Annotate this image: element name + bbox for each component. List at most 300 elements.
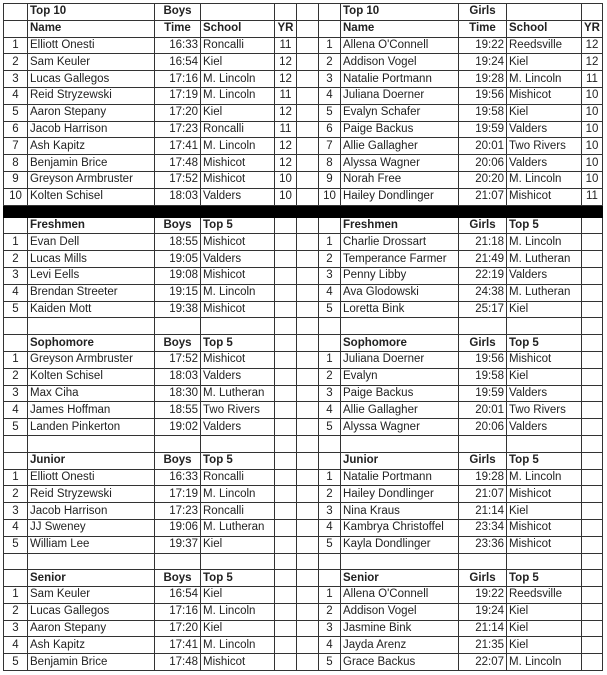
empty-cell bbox=[582, 234, 603, 251]
spacer-cell bbox=[297, 486, 319, 503]
runner-name: Allena O'Connell bbox=[341, 37, 459, 54]
empty-cell bbox=[582, 4, 603, 21]
school: M. Lincoln bbox=[201, 637, 275, 654]
race-time: 21:14 bbox=[459, 620, 507, 637]
race-time: 19:59 bbox=[459, 385, 507, 402]
school: Kiel bbox=[201, 587, 275, 604]
empty-cell bbox=[201, 553, 275, 570]
runner-name: Kolten Schisel bbox=[28, 368, 155, 385]
empty-cell bbox=[275, 469, 297, 486]
runner-name: Lucas Mills bbox=[28, 251, 155, 268]
runner-name: Sam Keuler bbox=[28, 54, 155, 71]
spacer-cell bbox=[297, 121, 319, 138]
school: Mishicot bbox=[201, 234, 275, 251]
runner-name: Greyson Armbruster bbox=[28, 351, 155, 368]
table-row bbox=[4, 234, 603, 251]
table-row bbox=[4, 37, 603, 54]
race-time: 25:17 bbox=[459, 301, 507, 318]
school: Kiel bbox=[507, 104, 582, 121]
race-time: 17:23 bbox=[155, 503, 201, 520]
race-time: 17:20 bbox=[155, 620, 201, 637]
empty-cell bbox=[341, 553, 459, 570]
empty-cell bbox=[275, 452, 297, 469]
spacer-cell bbox=[297, 503, 319, 520]
runner-name: Kayla Dondlinger bbox=[341, 536, 459, 553]
school: M. Lincoln bbox=[201, 284, 275, 301]
runner-name: Alyssa Wagner bbox=[341, 155, 459, 172]
runner-name: Paige Backus bbox=[341, 385, 459, 402]
school: Valders bbox=[507, 385, 582, 402]
empty-cell bbox=[4, 20, 28, 37]
school: M. Lincoln bbox=[201, 603, 275, 620]
year: 10 bbox=[275, 171, 297, 188]
year: 11 bbox=[582, 188, 603, 205]
rank: 5 bbox=[4, 104, 28, 121]
rank: 1 bbox=[319, 469, 341, 486]
runner-name: Ash Kapitz bbox=[28, 138, 155, 155]
rank: 5 bbox=[4, 301, 28, 318]
race-time: 20:06 bbox=[459, 419, 507, 436]
empty-cell bbox=[319, 570, 341, 587]
empty-cell bbox=[582, 385, 603, 402]
spacer-cell bbox=[297, 104, 319, 121]
rank: 3 bbox=[4, 385, 28, 402]
school: Valders bbox=[507, 121, 582, 138]
empty-cell bbox=[319, 553, 341, 570]
table-row bbox=[4, 155, 603, 172]
rank: 5 bbox=[319, 536, 341, 553]
empty-cell bbox=[28, 318, 155, 335]
top10-header-row bbox=[4, 20, 603, 37]
top5-label: Top 5 bbox=[507, 570, 582, 587]
gender-label: Boys bbox=[155, 570, 201, 587]
empty-cell bbox=[582, 351, 603, 368]
school: M. Lincoln bbox=[507, 234, 582, 251]
year: 12 bbox=[275, 54, 297, 71]
empty-cell bbox=[275, 519, 297, 536]
runner-name: Jasmine Bink bbox=[341, 620, 459, 637]
empty-cell bbox=[297, 318, 319, 335]
class-title: Junior bbox=[341, 452, 459, 469]
school: M. Lincoln bbox=[201, 486, 275, 503]
spacer-cell bbox=[297, 4, 319, 21]
empty-cell bbox=[275, 301, 297, 318]
top5-label: Top 5 bbox=[507, 335, 582, 352]
spacer-cell bbox=[297, 284, 319, 301]
top10-title-row bbox=[4, 4, 603, 21]
school: Valders bbox=[507, 267, 582, 284]
empty-cell bbox=[582, 251, 603, 268]
runner-name: James Hoffman bbox=[28, 402, 155, 419]
school: Mishicot bbox=[201, 155, 275, 172]
race-time: 18:03 bbox=[155, 188, 201, 205]
spacer-cell bbox=[297, 267, 319, 284]
spacer-cell bbox=[297, 335, 319, 352]
class-title-row bbox=[4, 452, 603, 469]
spacer-cell bbox=[297, 20, 319, 37]
blank-row bbox=[4, 553, 603, 570]
year: 10 bbox=[275, 188, 297, 205]
spacer-cell bbox=[297, 469, 319, 486]
school: Mishicot bbox=[507, 536, 582, 553]
school: Mishicot bbox=[201, 351, 275, 368]
race-time: 23:36 bbox=[459, 536, 507, 553]
rank: 5 bbox=[319, 419, 341, 436]
results-body bbox=[4, 4, 603, 671]
empty-cell bbox=[275, 318, 297, 335]
school: M. Lincoln bbox=[201, 138, 275, 155]
empty-cell bbox=[507, 435, 582, 452]
empty-cell bbox=[275, 637, 297, 654]
runner-name: Sam Keuler bbox=[28, 587, 155, 604]
school: Mishicot bbox=[201, 301, 275, 318]
runner-name: Paige Backus bbox=[341, 121, 459, 138]
runner-name: Reid Stryzewski bbox=[28, 486, 155, 503]
rank: 1 bbox=[319, 587, 341, 604]
rank: 5 bbox=[4, 419, 28, 436]
class-title: Senior bbox=[28, 570, 155, 587]
race-time: 24:38 bbox=[459, 284, 507, 301]
table-row bbox=[4, 503, 603, 520]
runner-name: Benjamin Brice bbox=[28, 654, 155, 671]
race-time: 20:01 bbox=[459, 138, 507, 155]
race-time: 16:33 bbox=[155, 469, 201, 486]
empty-cell bbox=[319, 217, 341, 234]
rank: 4 bbox=[4, 519, 28, 536]
gender-label: Girls bbox=[459, 570, 507, 587]
race-time: 18:03 bbox=[155, 368, 201, 385]
spacer-cell bbox=[297, 251, 319, 268]
school: Reedsville bbox=[507, 587, 582, 604]
runner-name: JJ Sweney bbox=[28, 519, 155, 536]
runner-name: Kolten Schisel bbox=[28, 188, 155, 205]
empty-cell bbox=[582, 519, 603, 536]
rank: 3 bbox=[319, 385, 341, 402]
rank: 4 bbox=[4, 637, 28, 654]
top5-label: Top 5 bbox=[507, 217, 582, 234]
school: Valders bbox=[507, 155, 582, 172]
runner-name: Max Ciha bbox=[28, 385, 155, 402]
school: M. Lutheran bbox=[507, 251, 582, 268]
runner-name: Landen Pinkerton bbox=[28, 419, 155, 436]
runner-name: Hailey Dondlinger bbox=[341, 486, 459, 503]
school: Two Rivers bbox=[507, 402, 582, 419]
empty-cell bbox=[582, 587, 603, 604]
race-time: 17:48 bbox=[155, 155, 201, 172]
school: Kiel bbox=[201, 620, 275, 637]
rank: 5 bbox=[319, 301, 341, 318]
rank: 4 bbox=[319, 87, 341, 104]
year: 11 bbox=[275, 37, 297, 54]
table-row bbox=[4, 368, 603, 385]
race-time: 19:06 bbox=[155, 519, 201, 536]
race-time: 17:16 bbox=[155, 603, 201, 620]
gender-label: Boys bbox=[155, 335, 201, 352]
school: Mishicot bbox=[507, 486, 582, 503]
race-time: 19:37 bbox=[155, 536, 201, 553]
rank: 10 bbox=[4, 188, 28, 205]
table-row bbox=[4, 654, 603, 671]
table-row bbox=[4, 385, 603, 402]
school: Mishicot bbox=[507, 188, 582, 205]
race-time: 21:49 bbox=[459, 251, 507, 268]
runner-name: Addison Vogel bbox=[341, 603, 459, 620]
school: Valders bbox=[201, 251, 275, 268]
class-title: Freshmen bbox=[341, 217, 459, 234]
gender-label: Boys bbox=[155, 217, 201, 234]
top5-label: Top 5 bbox=[507, 452, 582, 469]
empty-cell bbox=[155, 435, 201, 452]
table-row bbox=[4, 121, 603, 138]
race-time: 18:55 bbox=[155, 402, 201, 419]
top5-label: Top 5 bbox=[201, 335, 275, 352]
spacer-cell bbox=[297, 234, 319, 251]
spacer-cell bbox=[297, 603, 319, 620]
table-row bbox=[4, 284, 603, 301]
empty-cell bbox=[459, 318, 507, 335]
spacer-cell bbox=[297, 155, 319, 172]
empty-cell bbox=[275, 435, 297, 452]
school: Kiel bbox=[201, 104, 275, 121]
race-time: 19:59 bbox=[459, 121, 507, 138]
school: Mishicot bbox=[507, 351, 582, 368]
rank: 2 bbox=[319, 603, 341, 620]
school: Valders bbox=[201, 188, 275, 205]
school: Two Rivers bbox=[201, 402, 275, 419]
spacer-cell bbox=[297, 536, 319, 553]
empty-cell bbox=[201, 4, 275, 21]
spacer-cell bbox=[297, 637, 319, 654]
rank: 4 bbox=[4, 284, 28, 301]
runner-name: Evalyn Schafer bbox=[341, 104, 459, 121]
race-time: 19:08 bbox=[155, 267, 201, 284]
table-row bbox=[4, 188, 603, 205]
empty-cell bbox=[582, 452, 603, 469]
empty-cell bbox=[275, 503, 297, 520]
race-time: 17:52 bbox=[155, 171, 201, 188]
rank: 5 bbox=[4, 654, 28, 671]
rank: 2 bbox=[319, 251, 341, 268]
runner-name: Temperance Farmer bbox=[341, 251, 459, 268]
rank: 3 bbox=[4, 503, 28, 520]
spacer-cell bbox=[297, 452, 319, 469]
spacer-cell bbox=[297, 654, 319, 671]
rank: 8 bbox=[4, 155, 28, 172]
empty-cell bbox=[275, 402, 297, 419]
empty-cell bbox=[582, 284, 603, 301]
empty-cell bbox=[341, 435, 459, 452]
class-title: Senior bbox=[341, 570, 459, 587]
runner-name: Jacob Harrison bbox=[28, 121, 155, 138]
school: Kiel bbox=[201, 54, 275, 71]
runner-name: Addison Vogel bbox=[341, 54, 459, 71]
runner-name: Allie Gallagher bbox=[341, 138, 459, 155]
runner-name: Reid Stryzewski bbox=[28, 87, 155, 104]
empty-cell bbox=[4, 318, 28, 335]
rank: 2 bbox=[4, 251, 28, 268]
year: 10 bbox=[582, 155, 603, 172]
table-row bbox=[4, 171, 603, 188]
runner-name: Juliana Doerner bbox=[341, 87, 459, 104]
empty-cell bbox=[201, 318, 275, 335]
empty-cell bbox=[582, 486, 603, 503]
school: M. Lutheran bbox=[201, 519, 275, 536]
school: Mishicot bbox=[201, 171, 275, 188]
race-time: 19:38 bbox=[155, 301, 201, 318]
race-time: 19:15 bbox=[155, 284, 201, 301]
rank: 5 bbox=[319, 654, 341, 671]
runner-name: Charlie Drossart bbox=[341, 234, 459, 251]
gender-label: Boys bbox=[155, 4, 201, 21]
rank: 1 bbox=[4, 234, 28, 251]
rank: 9 bbox=[4, 171, 28, 188]
runner-name: Penny Libby bbox=[341, 267, 459, 284]
school: M. Lincoln bbox=[507, 171, 582, 188]
empty-cell bbox=[275, 284, 297, 301]
empty-cell bbox=[507, 553, 582, 570]
column-header-name: Name bbox=[341, 20, 459, 37]
gender-label: Girls bbox=[459, 452, 507, 469]
spacer-cell bbox=[297, 188, 319, 205]
runner-name: Ava Glodowski bbox=[341, 284, 459, 301]
runner-name: Lucas Gallegos bbox=[28, 603, 155, 620]
spacer-cell bbox=[297, 402, 319, 419]
empty-cell bbox=[297, 435, 319, 452]
spacer-cell bbox=[297, 37, 319, 54]
runner-name: Lucas Gallegos bbox=[28, 71, 155, 88]
year: 12 bbox=[582, 54, 603, 71]
table-row bbox=[4, 587, 603, 604]
empty-cell bbox=[28, 435, 155, 452]
rank: 1 bbox=[319, 351, 341, 368]
empty-cell bbox=[459, 553, 507, 570]
gender-label: Girls bbox=[459, 4, 507, 21]
school: M. Lincoln bbox=[507, 469, 582, 486]
table-row bbox=[4, 104, 603, 121]
rank: 1 bbox=[4, 37, 28, 54]
rank: 2 bbox=[4, 486, 28, 503]
school: Valders bbox=[507, 419, 582, 436]
empty-cell bbox=[275, 620, 297, 637]
year: 12 bbox=[275, 71, 297, 88]
empty-cell bbox=[582, 654, 603, 671]
school: Mishicot bbox=[507, 87, 582, 104]
empty-cell bbox=[459, 435, 507, 452]
runner-name: Jacob Harrison bbox=[28, 503, 155, 520]
empty-cell bbox=[4, 553, 28, 570]
school: Two Rivers bbox=[507, 138, 582, 155]
race-time: 20:20 bbox=[459, 171, 507, 188]
school: Kiel bbox=[507, 368, 582, 385]
empty-cell bbox=[582, 267, 603, 284]
rank: 1 bbox=[4, 351, 28, 368]
spacer-cell bbox=[297, 54, 319, 71]
race-time: 21:18 bbox=[459, 234, 507, 251]
empty-cell bbox=[275, 486, 297, 503]
race-time: 19:28 bbox=[459, 469, 507, 486]
empty-cell bbox=[582, 637, 603, 654]
race-time: 21:07 bbox=[459, 188, 507, 205]
empty-cell bbox=[582, 570, 603, 587]
spacer-cell bbox=[297, 368, 319, 385]
empty-cell bbox=[4, 452, 28, 469]
empty-cell bbox=[319, 4, 341, 21]
race-time: 17:41 bbox=[155, 138, 201, 155]
rank: 2 bbox=[4, 368, 28, 385]
rank: 3 bbox=[319, 620, 341, 637]
gender-label: Girls bbox=[459, 335, 507, 352]
table-row bbox=[4, 637, 603, 654]
top5-label: Top 5 bbox=[201, 452, 275, 469]
race-time: 19:05 bbox=[155, 251, 201, 268]
runner-name: Alyssa Wagner bbox=[341, 419, 459, 436]
runner-name: Kaiden Mott bbox=[28, 301, 155, 318]
table-row bbox=[4, 469, 603, 486]
school: M. Lincoln bbox=[201, 87, 275, 104]
spacer-cell bbox=[297, 620, 319, 637]
rank: 2 bbox=[319, 486, 341, 503]
race-time: 21:14 bbox=[459, 503, 507, 520]
rank: 4 bbox=[4, 402, 28, 419]
table-row bbox=[4, 267, 603, 284]
rank: 4 bbox=[4, 87, 28, 104]
race-time: 17:52 bbox=[155, 351, 201, 368]
runner-name: Evan Dell bbox=[28, 234, 155, 251]
empty-cell bbox=[275, 536, 297, 553]
race-time: 16:33 bbox=[155, 37, 201, 54]
empty-cell bbox=[507, 318, 582, 335]
column-header-time: Time bbox=[155, 20, 201, 37]
empty-cell bbox=[582, 435, 603, 452]
school: Roncalli bbox=[201, 121, 275, 138]
school: M. Lincoln bbox=[507, 71, 582, 88]
empty-cell bbox=[582, 335, 603, 352]
rank: 1 bbox=[4, 587, 28, 604]
rank: 3 bbox=[4, 620, 28, 637]
class-title: Sophomore bbox=[28, 335, 155, 352]
empty-cell bbox=[341, 318, 459, 335]
race-time: 18:30 bbox=[155, 385, 201, 402]
class-title: Junior bbox=[28, 452, 155, 469]
empty-cell bbox=[4, 335, 28, 352]
table-row bbox=[4, 536, 603, 553]
rank: 6 bbox=[4, 121, 28, 138]
race-time: 17:19 bbox=[155, 87, 201, 104]
race-time: 19:24 bbox=[459, 54, 507, 71]
rank: 2 bbox=[319, 54, 341, 71]
rank: 4 bbox=[319, 637, 341, 654]
runner-name: Greyson Armbruster bbox=[28, 171, 155, 188]
empty-cell bbox=[28, 553, 155, 570]
spacer-cell bbox=[297, 301, 319, 318]
empty-cell bbox=[582, 419, 603, 436]
empty-cell bbox=[275, 217, 297, 234]
year: 10 bbox=[582, 171, 603, 188]
empty-cell bbox=[507, 4, 582, 21]
empty-cell bbox=[4, 435, 28, 452]
runner-name: Allie Gallagher bbox=[341, 402, 459, 419]
empty-cell bbox=[582, 503, 603, 520]
table-row bbox=[4, 301, 603, 318]
empty-cell bbox=[582, 553, 603, 570]
class-title: Freshmen bbox=[28, 217, 155, 234]
rank: 2 bbox=[4, 603, 28, 620]
column-header-yr: YR bbox=[582, 20, 603, 37]
black-divider bbox=[4, 205, 603, 217]
race-time: 21:07 bbox=[459, 486, 507, 503]
class-title: Sophomore bbox=[341, 335, 459, 352]
runner-name: William Lee bbox=[28, 536, 155, 553]
